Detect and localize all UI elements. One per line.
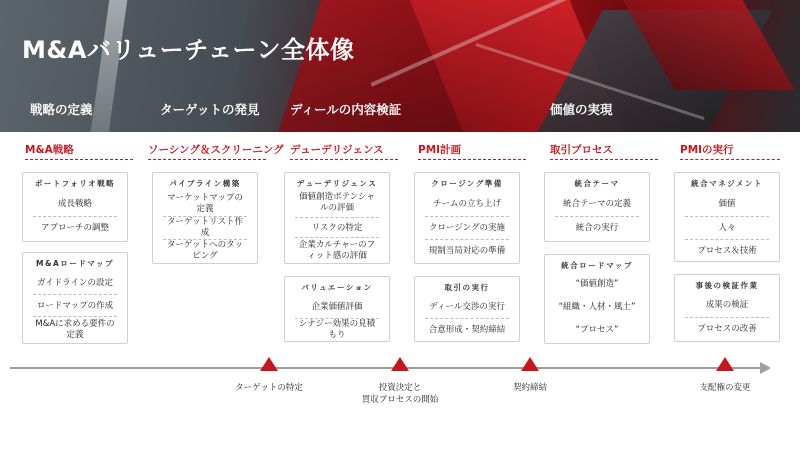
process-box xyxy=(544,172,650,242)
stage-label: ターゲットの発見 xyxy=(160,102,260,117)
milestone-label xyxy=(340,382,460,406)
box-item: プロセス＆技術 xyxy=(685,239,769,262)
box-item: クロージングの実施 xyxy=(425,216,509,239)
process-box xyxy=(284,276,390,342)
process-box xyxy=(22,252,128,344)
stage-label: 戦略の定義 xyxy=(30,102,93,117)
box-item: ディール交渉の実行 xyxy=(429,301,505,312)
box-title: 事後の検証作業 xyxy=(695,281,759,290)
banner-decoration xyxy=(91,0,128,132)
process-box xyxy=(22,172,128,242)
column-heading: PMIの実行 xyxy=(680,144,734,156)
milestone-marker xyxy=(521,357,539,371)
box-item: ターゲットへのタッピング xyxy=(163,239,247,262)
box-item: マーケットマップの定義 xyxy=(167,193,243,214)
milestone-marker xyxy=(391,357,409,371)
column-heading: デューデリジェンス xyxy=(290,144,384,156)
box-item: 人々 xyxy=(685,216,769,239)
box-title: 統合マネジメント xyxy=(691,179,763,188)
box-item: チームの立ち上げ xyxy=(432,198,501,209)
box-item: 価値 xyxy=(718,198,736,209)
box-title: 取引の実行 xyxy=(444,283,490,292)
column-heading: M&A戦略 xyxy=(25,144,74,156)
column-heading: PMI計画 xyxy=(418,144,462,156)
process-box xyxy=(674,274,780,342)
box-title: M&Aロードマップ xyxy=(35,259,114,268)
box-title: クロージング準備 xyxy=(431,179,503,188)
header-banner xyxy=(0,0,800,132)
box-item: 統合の実行 xyxy=(555,216,639,239)
milestone-label-line: 投資決定と xyxy=(378,383,422,393)
box-title: 統合ロードマップ xyxy=(561,261,633,270)
box-item: 価値創造ポテンシャルの評価 xyxy=(299,192,375,213)
process-box xyxy=(414,276,520,342)
milestone-label: ターゲットの特定 xyxy=(235,383,303,393)
box-item: 企業カルチャーのフィット感の評価 xyxy=(295,237,379,264)
box-item: 合意形成・契約締結 xyxy=(425,318,509,341)
timeline-axis xyxy=(10,367,762,369)
box-item: 成果の検証 xyxy=(705,299,749,310)
box-item: “プロセス” xyxy=(575,324,619,335)
milestone-label-line: 買収プロセスの開始 xyxy=(361,395,439,405)
milestone-marker xyxy=(260,357,278,371)
box-item: 企業価値評価 xyxy=(311,301,363,312)
column-heading: ソーシング＆スクリーニング xyxy=(148,144,284,156)
box-item: ターゲットリスト作成 xyxy=(163,216,247,239)
box-item: 統合テーマの定義 xyxy=(562,198,631,209)
box-item: M&Aに求める要件の定義 xyxy=(33,316,117,343)
milestone-label: 契約締結 xyxy=(512,383,547,393)
box-title: 統合テーマ xyxy=(574,179,620,188)
process-box xyxy=(414,172,520,264)
process-box xyxy=(152,172,258,264)
box-title: バリュエーション xyxy=(301,283,373,292)
box-item: アプローチの調整 xyxy=(33,216,117,239)
box-item: ロードマップの作成 xyxy=(33,294,117,317)
process-box xyxy=(284,172,390,264)
page-title: M&Aバリューチェーン全体像 xyxy=(22,36,355,64)
stage-label: 価値の実現 xyxy=(550,102,613,117)
box-item: “組織・人材・風土” xyxy=(558,301,636,312)
box-item: プロセスの改善 xyxy=(685,317,769,340)
box-title: パイプライン構築 xyxy=(169,179,241,188)
box-item: “価値創造” xyxy=(575,278,619,289)
stage-label: ディールの内容検証 xyxy=(290,102,402,117)
process-box xyxy=(674,172,780,262)
milestone-label: 支配権の変更 xyxy=(699,383,751,393)
column-heading: 取引プロセス xyxy=(550,144,613,156)
box-item: シナジー効果の見積もり xyxy=(295,318,379,341)
process-box xyxy=(544,254,650,344)
box-item: 規制当局対応の準備 xyxy=(425,239,509,262)
milestone-marker xyxy=(716,357,734,371)
box-title: ポートフォリオ戦略 xyxy=(34,179,116,188)
box-item: リスクの特定 xyxy=(295,217,379,238)
box-title: デューデリジェンス xyxy=(296,179,378,188)
box-item: 成長戦略 xyxy=(57,198,92,209)
timeline-arrowhead xyxy=(760,362,771,374)
box-item: ガイドラインの設定 xyxy=(37,277,113,288)
